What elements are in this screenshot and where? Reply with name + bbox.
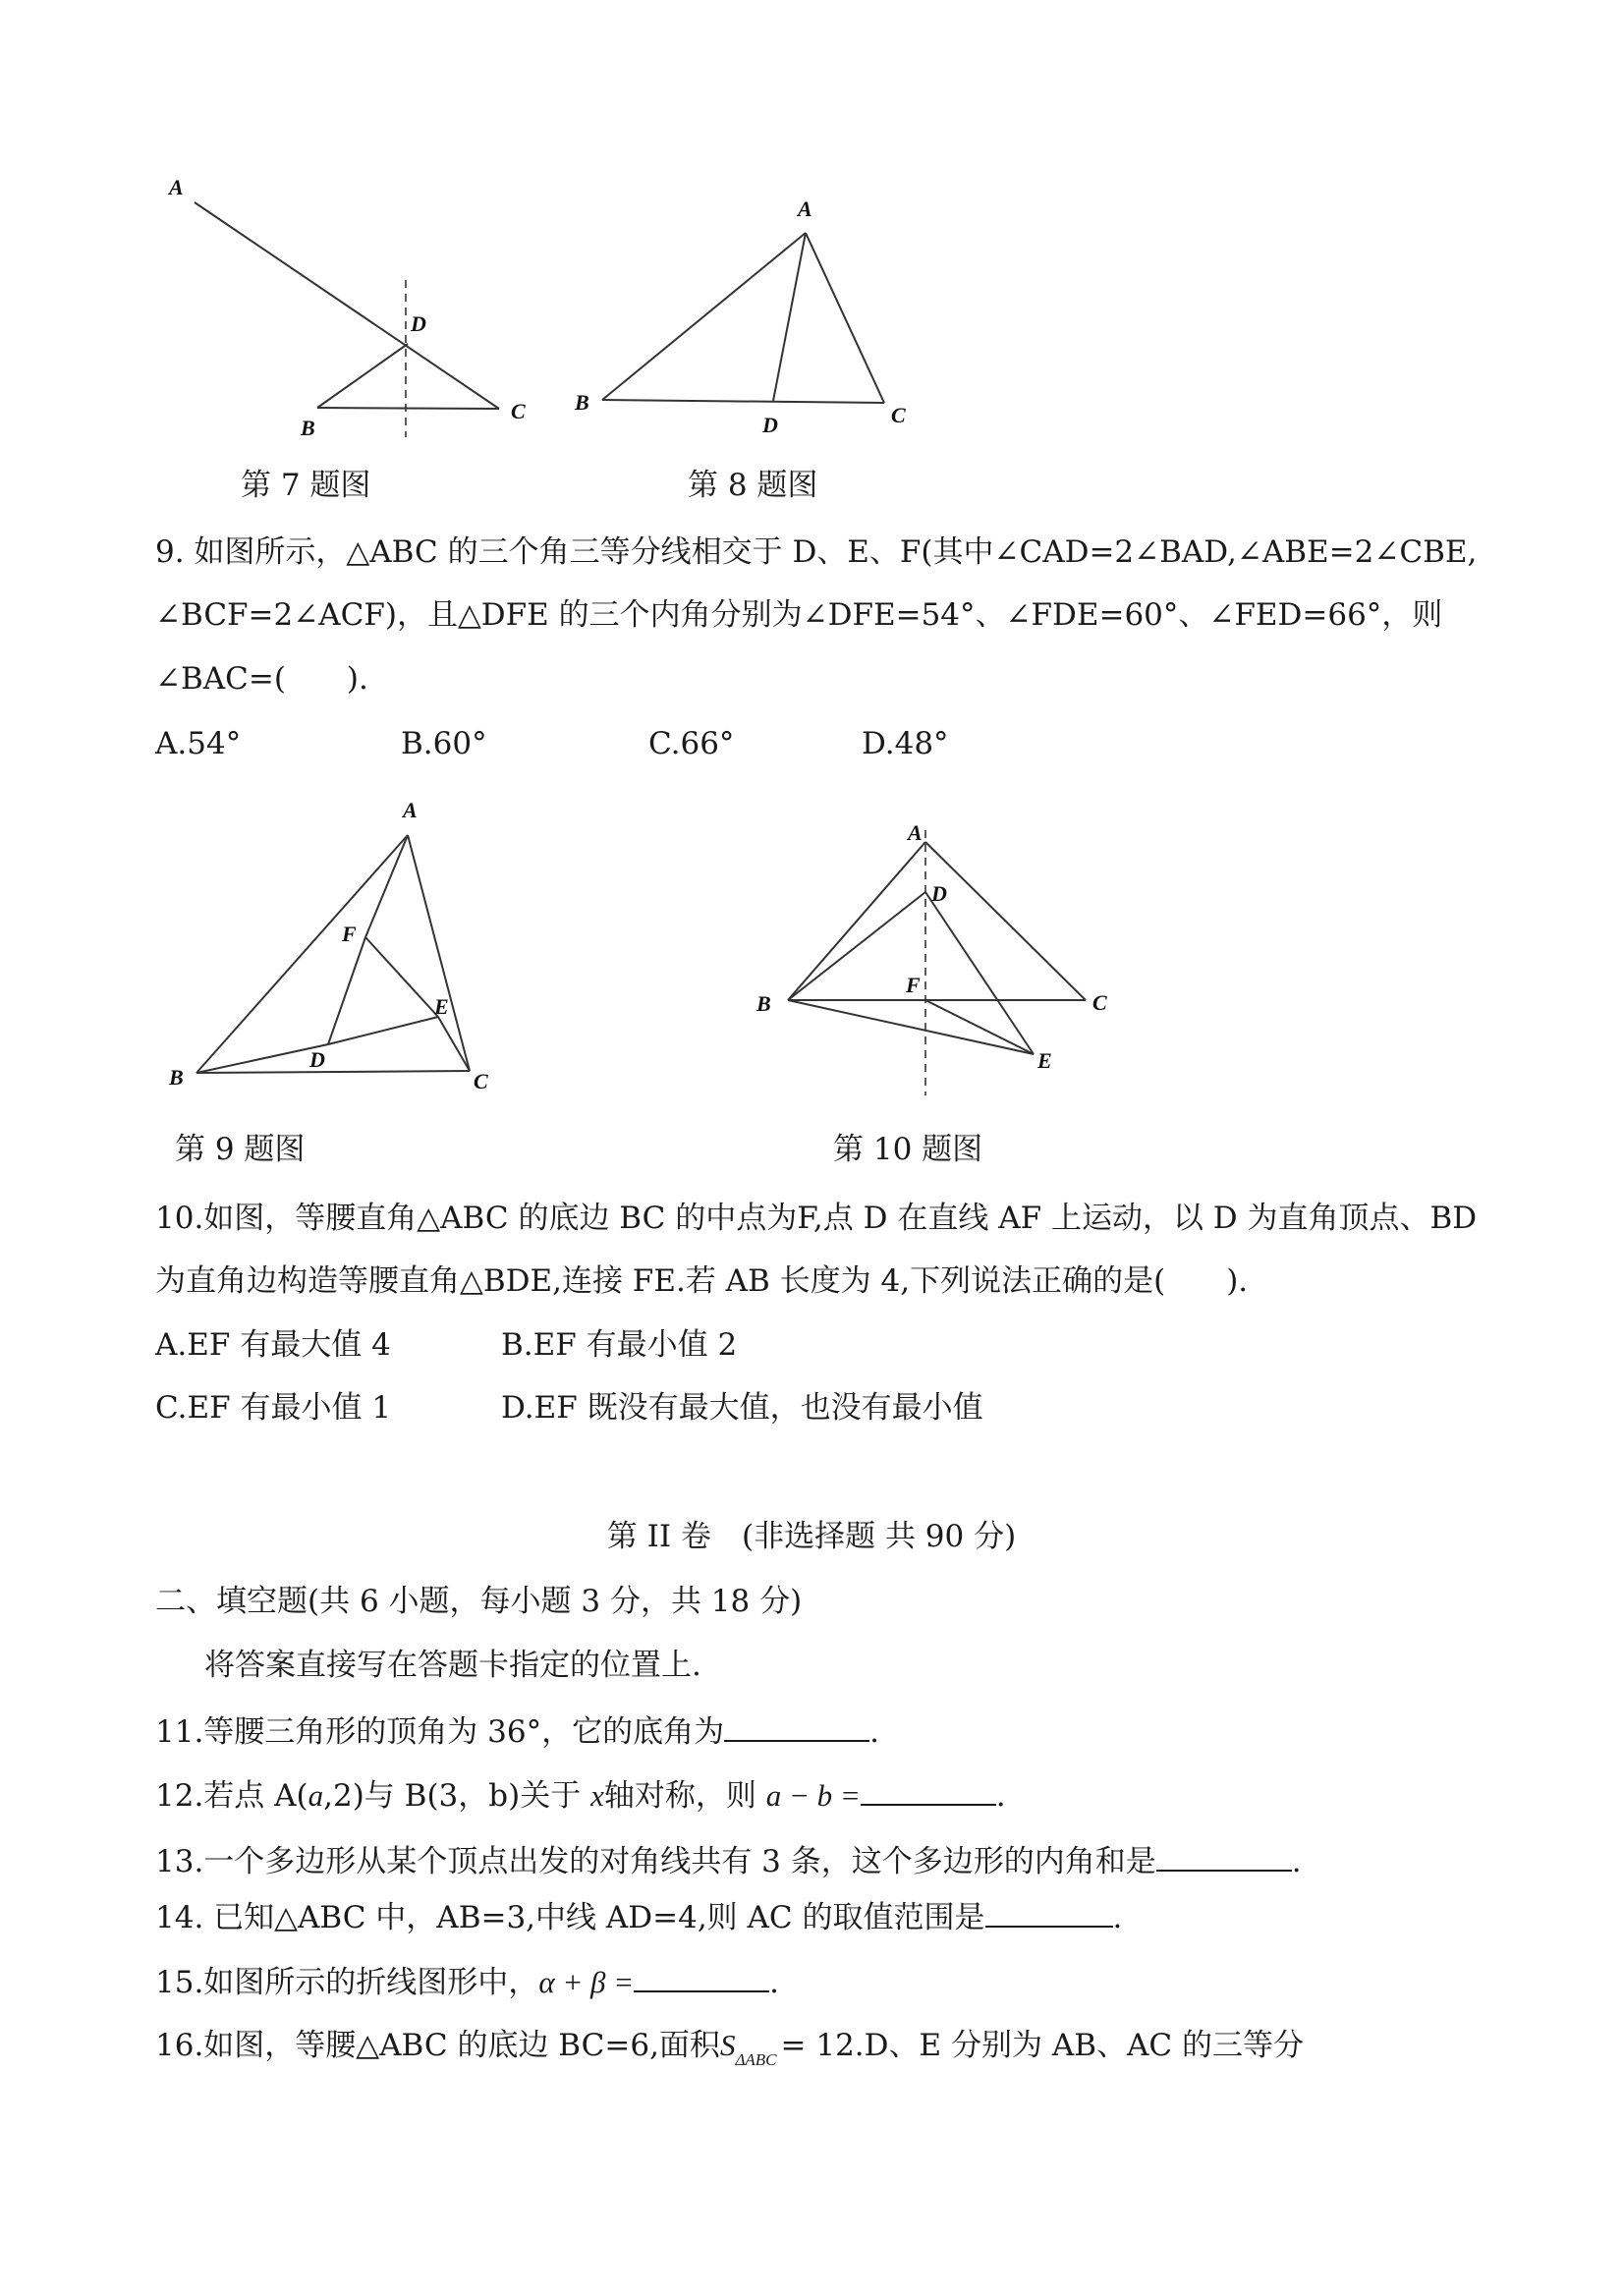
q12-expression: a − b = (765, 1778, 861, 1813)
label-b: B (575, 390, 589, 415)
label-b: B (169, 1065, 184, 1090)
label-a: A (798, 196, 812, 221)
figure-7 (157, 167, 550, 452)
section-heading: 二、填空题(共 6 小题，每小题 3 分，共 18 分) (155, 1584, 803, 1619)
q16-rest: D、E 分别为 AB、AC 的三等分 (864, 2028, 1304, 2063)
q12-var-a: a (308, 1778, 324, 1813)
label-f: F (906, 973, 921, 997)
q16-post: = 12. (780, 2028, 865, 2063)
q15-text: 15.如图所示的折线图形中， (155, 1965, 539, 2000)
q10-option-d: D.EF 既没有最大值，也没有最小值 (501, 1390, 983, 1426)
label-d: D (309, 1047, 325, 1072)
q12-answer-blank[interactable] (861, 1774, 996, 1806)
q11-answer-blank[interactable] (724, 1710, 869, 1742)
q15-answer-blank[interactable] (634, 1961, 769, 1992)
q13-end: . (1291, 1844, 1302, 1879)
label-d: D (931, 881, 947, 906)
figure-8-caption: 第 8 题图 (688, 468, 818, 503)
q12 (155, 1774, 1006, 1816)
label-d: D (762, 413, 778, 437)
q12-end: . (995, 1778, 1006, 1814)
figure-10-caption: 第 10 题图 (833, 1132, 983, 1167)
label-f: F (342, 922, 357, 946)
q15-end: . (769, 1965, 779, 2000)
q16-area-symbol: S (719, 2028, 736, 2062)
label-b: B (756, 991, 771, 1016)
q14-text: 14. 已知△ABC 中，AB=3,中线 AD=4,则 AC 的取值范围是 (155, 1900, 985, 1935)
q12-var-x: x (590, 1778, 604, 1813)
label-d: D (411, 311, 426, 336)
section-title: 第 II 卷 (非选择题 共 90 分) (606, 1519, 1017, 1554)
q15-expression: α + β = (538, 1965, 635, 1999)
section-instruction: 将答案直接写在答题卡指定的位置上. (204, 1648, 701, 1683)
q9-line1: 9. 如图所示，△ABC 的三个角三等分线相交于 D、E、F(其中∠CAD=2∠BAD,∠ABE=2∠CBE, (155, 534, 1478, 570)
q16-pre: 16.如图，等腰△ABC 的底边 BC=6,面积 (155, 2028, 720, 2063)
q9-option-b: B.60° (401, 726, 487, 761)
figure-7-diagram (157, 167, 550, 452)
q16-area-subscript: ΔABC (735, 2050, 777, 2069)
q9-option-a: A.54° (155, 726, 242, 761)
q15 (155, 1961, 779, 2002)
label-a: A (403, 798, 418, 822)
q12-mid1: ,2)与 B(3，b)关于 (323, 1778, 582, 1814)
q14-answer-blank[interactable] (985, 1896, 1113, 1928)
label-c: C (1092, 990, 1107, 1015)
figure-10-diagram (747, 811, 1120, 1105)
q11 (155, 1710, 879, 1752)
q12-pre: 12.若点 A( (155, 1778, 308, 1814)
q9-option-d: D.48° (862, 726, 949, 761)
q11-end: . (869, 1714, 879, 1750)
label-a: A (908, 820, 923, 845)
q13-answer-blank[interactable] (1156, 1840, 1292, 1872)
q9-line2: ∠BCF=2∠ACF)，且△DFE 的三个内角分别为∠DFE=54°、∠FDE=60°、∠FED=66°，则 (155, 597, 1443, 633)
q12-mid2: 轴对称，则 (603, 1778, 756, 1814)
label-c: C (474, 1069, 488, 1093)
q10-line1: 10.如图，等腰直角△ABC 的底边 BC 的中点为F,点 D 在直线 AF 上运动，以 D 为直角顶点、BD (155, 1201, 1478, 1236)
figure-9-caption: 第 9 题图 (175, 1132, 306, 1167)
figure-9-diagram (157, 796, 511, 1100)
figure-10 (747, 811, 1120, 1105)
q9-line3: ∠BAC=( ). (155, 661, 368, 697)
q14-end: . (1112, 1900, 1123, 1935)
label-a: A (169, 175, 184, 199)
q13-text: 13.一个多边形从某个顶点出发的对角线共有 3 条，这个多边形的内角和是 (155, 1844, 1156, 1879)
label-e: E (1037, 1048, 1052, 1073)
q10-line2: 为直角边构造等腰直角△BDE,连接 FE.若 AB 长度为 4,下列说法正确的是( ). (155, 1263, 1249, 1299)
q9-option-c: C.66° (648, 726, 735, 761)
figure-7-caption: 第 7 题图 (241, 468, 371, 503)
figure-8-diagram (570, 192, 923, 442)
q16 (155, 2026, 1304, 2070)
q13 (155, 1840, 1302, 1881)
label-c: C (511, 399, 526, 423)
q14 (155, 1896, 1122, 1937)
label-b: B (301, 416, 315, 440)
figure-9 (157, 796, 511, 1100)
q11-text: 11.等腰三角形的顶角为 36°，它的底角为 (155, 1714, 725, 1750)
q10-option-b: B.EF 有最小值 2 (501, 1327, 738, 1363)
q10-option-a: A.EF 有最大值 4 (155, 1327, 391, 1363)
q10-option-c: C.EF 有最小值 1 (155, 1390, 392, 1426)
figure-8 (570, 192, 923, 442)
label-c: C (891, 403, 906, 427)
label-e: E (434, 994, 449, 1019)
